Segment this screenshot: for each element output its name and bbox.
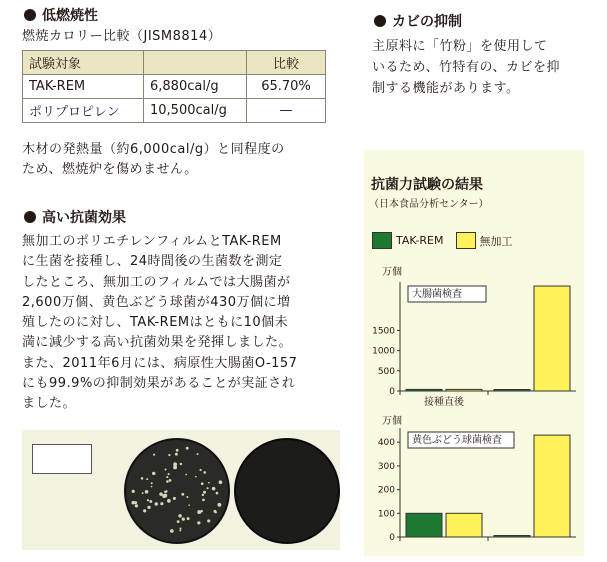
colony-dot <box>215 511 217 513</box>
text-line: 無加工のポリエチレンフィルムとTAK-REM <box>22 234 282 249</box>
text-line: 2,600万個、黄色ぶどう球菌が430万個に増 <box>22 294 291 310</box>
colony-dot <box>188 504 190 506</box>
colony-dot <box>142 492 144 494</box>
colony-dot <box>163 494 167 498</box>
colony-dot <box>147 499 149 501</box>
colony-dot <box>173 462 177 466</box>
bar-untreated <box>534 435 570 537</box>
bar-takrem <box>406 389 442 391</box>
legend-swatch-takrem <box>372 232 392 249</box>
colony-dot <box>187 517 190 520</box>
colony-dot <box>147 506 150 509</box>
colony-dot <box>166 480 169 483</box>
colony-dot <box>207 519 210 522</box>
bar-untreated <box>446 389 482 391</box>
table-header-cell: 試験対象 <box>23 51 144 75</box>
colony-dot <box>202 499 205 502</box>
chart-panel-source: （日本食品分析センター） <box>369 199 489 210</box>
colony-dot <box>145 490 149 494</box>
table-header-cell: 比較 <box>247 51 326 75</box>
chart1-unit-label: 万個 <box>382 267 402 278</box>
text-line: 木材の発熱量（約6,000cal/g）と同程度の <box>22 142 285 157</box>
colony-dot <box>197 453 199 455</box>
colony-dot <box>180 528 182 530</box>
bar-takrem <box>406 513 442 537</box>
colony-dot <box>201 482 204 485</box>
colony-dot <box>186 496 188 498</box>
text-line: 満に減少する高い抗菌効果を発揮しました。 <box>22 335 293 351</box>
colony-dot <box>149 500 152 503</box>
calorie-table <box>22 50 326 123</box>
colony-dot <box>203 491 206 494</box>
colony-dot <box>160 502 163 505</box>
x-tick-label: 接種直後 <box>424 397 464 408</box>
table-cell: 65.70% <box>247 75 326 99</box>
colony-dot <box>182 518 185 521</box>
text-line: 主原料に「竹粉」を使用して <box>372 39 548 54</box>
bullet-icon <box>374 15 386 27</box>
colony-dot <box>167 499 171 503</box>
antibacterial-heading-text: 高い抗菌効果 <box>42 210 126 226</box>
table-header-cell <box>144 51 247 75</box>
text-line: に生菌を接種し、24時間後の生菌数を測定 <box>22 254 283 270</box>
y-tick-label: 0 <box>389 387 395 397</box>
table-row <box>23 75 326 99</box>
petri-dish-photo <box>22 430 340 550</box>
colony-dot <box>131 501 135 505</box>
legend-label: TAK-REM <box>396 234 444 247</box>
antibacterial-chart-panel <box>364 150 584 556</box>
table-cell: TAK-REM <box>23 75 144 99</box>
colony-dot <box>141 477 144 480</box>
colony-dot <box>186 447 189 450</box>
colony-dot <box>176 449 179 452</box>
colony-dot <box>219 480 223 484</box>
bar-untreated <box>446 513 482 537</box>
colony-dot <box>151 482 153 484</box>
y-tick-label: 400 <box>377 438 395 449</box>
combustion-heading-text: 低燃焼性 <box>42 8 98 24</box>
colony-dot <box>153 454 155 456</box>
colony-dot <box>185 474 187 476</box>
y-tick-label: 1500 <box>372 326 395 337</box>
chart-title: 大腸菌検査 <box>412 289 462 300</box>
colony-dot <box>181 493 184 496</box>
text-line: にも99.9%の抑制効果があることが実証され <box>22 376 296 392</box>
text-line: ため、燃焼炉を傷めません。 <box>22 162 198 177</box>
colony-dot <box>168 473 170 475</box>
text-line: いるため、竹特有の、カビを抑 <box>372 60 560 75</box>
colony-dot <box>135 504 138 507</box>
colony-dot <box>143 509 146 512</box>
colony-dot <box>217 503 221 507</box>
bullet-icon <box>24 211 36 223</box>
combustion-subtitle: 燃焼カロリー比較（JISM8814） <box>22 29 222 44</box>
text-line: ました。 <box>22 396 77 412</box>
colony-dot <box>202 494 204 496</box>
combustion-note <box>22 140 285 180</box>
y-tick-label: 1000 <box>372 346 395 357</box>
table-row <box>23 99 326 123</box>
colony-dot <box>168 454 170 456</box>
legend-label: 無加工 <box>479 234 513 248</box>
chart-panel-title: 抗菌力試験の結果 <box>371 177 483 193</box>
colony-dot <box>197 521 200 524</box>
bar-untreated <box>534 286 570 391</box>
colony-dot <box>208 482 210 484</box>
antibacterial-body <box>22 232 297 415</box>
colony-dot <box>200 510 203 513</box>
table-cell: 6,880cal/g <box>144 75 247 99</box>
chart-title: 黄色ぶどう球菌検査 <box>412 435 502 446</box>
y-tick-label: 500 <box>377 366 395 377</box>
colony-dot <box>203 471 206 474</box>
blank-sample-card <box>32 444 92 474</box>
colony-dot <box>177 520 180 523</box>
table-cell: ポリプロピレン <box>23 99 144 123</box>
text-line: また、2011年6月には、病原性大腸菌O-157 <box>22 355 298 371</box>
colony-dot <box>170 529 174 533</box>
bar-takrem <box>494 536 530 538</box>
y-tick-label: 200 <box>377 485 395 496</box>
colony-dot <box>216 492 219 495</box>
mold-heading-text: カビの抑制 <box>392 14 462 30</box>
mold-heading <box>374 11 462 31</box>
colony-dot <box>199 469 201 471</box>
text-line: したところ、無加工のフィルムでは大腸菌が <box>22 274 291 290</box>
colony-dot <box>159 492 163 496</box>
colony-dot <box>154 502 157 505</box>
chart-staph-aureus <box>364 424 584 554</box>
colony-dot <box>207 487 209 489</box>
colony-dot <box>166 476 168 478</box>
combustion-heading <box>24 5 98 25</box>
y-tick-label: 300 <box>377 461 395 472</box>
table-cell: — <box>247 99 326 123</box>
chart-legend <box>372 232 513 249</box>
bar-takrem <box>494 390 530 392</box>
colony-dot <box>180 463 182 465</box>
petri-dish-clean <box>232 436 342 546</box>
antibacterial-heading <box>24 207 126 227</box>
bullet-icon <box>24 9 36 21</box>
colony-dot <box>178 514 181 517</box>
colony-dot <box>151 486 153 488</box>
table-header-row <box>23 51 326 75</box>
colony-dot <box>165 468 167 470</box>
colony-dot <box>152 472 155 475</box>
text-line: 殖したのに対し、TAK-REMはともに10個未 <box>22 315 289 331</box>
chart-e-coli <box>364 278 584 408</box>
petri-dish-with-colonies <box>122 436 232 546</box>
table-cell: 10,500cal/g <box>144 99 247 123</box>
colony-dot <box>175 453 178 456</box>
colony-dot <box>169 479 172 482</box>
colony-dot <box>173 497 176 500</box>
colony-dot <box>195 476 197 478</box>
mold-body <box>372 36 560 99</box>
y-tick-label: 0 <box>389 533 395 543</box>
colony-dot <box>132 490 135 493</box>
colony-dot <box>213 488 215 490</box>
colony-dot <box>179 530 181 532</box>
colony-dot <box>164 491 166 493</box>
text-line: 制する機能があります。 <box>372 81 520 96</box>
y-tick-label: 100 <box>377 509 395 520</box>
legend-swatch-untreated <box>456 232 476 249</box>
chart2-unit-label: 万個 <box>382 416 402 427</box>
colony-dot <box>146 478 148 480</box>
